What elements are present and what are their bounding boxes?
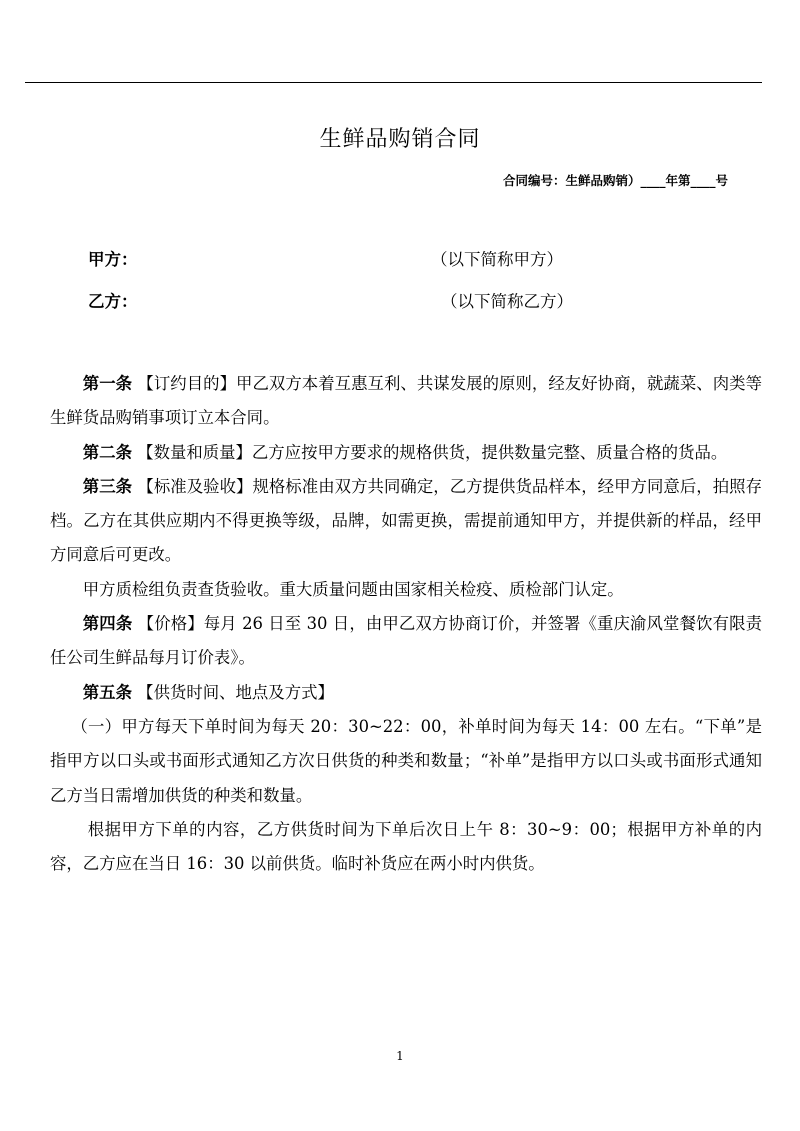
article-text: 【价格】每月 26 日至 30 日，由甲乙双方协商订价，并签署《重庆渝风堂餐饮有限责任公司生鲜品每月订价表》。 [50, 614, 763, 668]
article-text: 【标准及验收】规格标准由双方共同确定，乙方提供货品样本，经甲方同意后，拍照存档。乙方在其供应期内不得更换等级，品牌，如需更换，需提前通知甲方，并提供新的样品，经甲方同意后可更改。 [50, 476, 763, 565]
article-text: 【数量和质量】乙方应按甲方要求的规格供货，提供数量完整、质量合格的货品。 [131, 442, 728, 462]
party-b-label: 乙方： [88, 292, 138, 311]
article-label: 第二条 [82, 442, 132, 462]
article-text: 【供货时间、地点及方式】 [131, 682, 334, 702]
article-3-inspection [50, 573, 762, 607]
paragraph-text: 甲方质检组负责查货验收。重大质量问题由国家相关检疫、质检部门认定。 [82, 579, 624, 599]
party-a-label: 甲方： [88, 250, 138, 269]
article-5 [50, 676, 762, 710]
contract-number: 合同编号：生鲜品购销）____年第____号 [502, 173, 728, 188]
article-3 [50, 470, 762, 573]
document-title: 生鲜品购销合同 [319, 127, 481, 152]
article-text: 【订约目的】甲乙双方本着互惠互利、共谋发展的原则，经友好协商，就蔬菜、肉类等生鲜货品购销事项订立本合同。 [50, 374, 763, 428]
article-label: 第一条 [82, 374, 133, 393]
party-b-note: （以下简称乙方） [441, 292, 573, 311]
article-label: 第三条 [82, 476, 133, 496]
article-label: 第四条 [82, 614, 133, 634]
paragraph-text: 根据甲方下单的内容，乙方供货时间为下单后次日上午 8：30~9：00；根据甲方补单的内容，乙方应在当日 16：30 以前供货。临时补货应在两小时内供货。 [50, 819, 762, 874]
paragraph-text: （一）甲方每天下单时间为每天 20：30~22：00，补单时间为每天 14：00 左右。“下单”是指甲方以口头或书面形式通知乙方次日供货的种类和数量；“补单”是指甲方以口头或书面形式通知乙方当日需增加供货的种类和数量。 [50, 716, 762, 805]
article-1 [50, 367, 762, 436]
contract-body [50, 367, 762, 881]
page-number: 1 [396, 1049, 404, 1063]
article-2 [50, 436, 762, 470]
article-4 [50, 607, 762, 676]
article-label: 第五条 [82, 682, 132, 702]
article-5-item-1 [50, 710, 762, 813]
article-5-delivery-time [50, 813, 762, 882]
party-a-note: （以下简称甲方） [431, 250, 563, 269]
header-rule [25, 82, 762, 83]
